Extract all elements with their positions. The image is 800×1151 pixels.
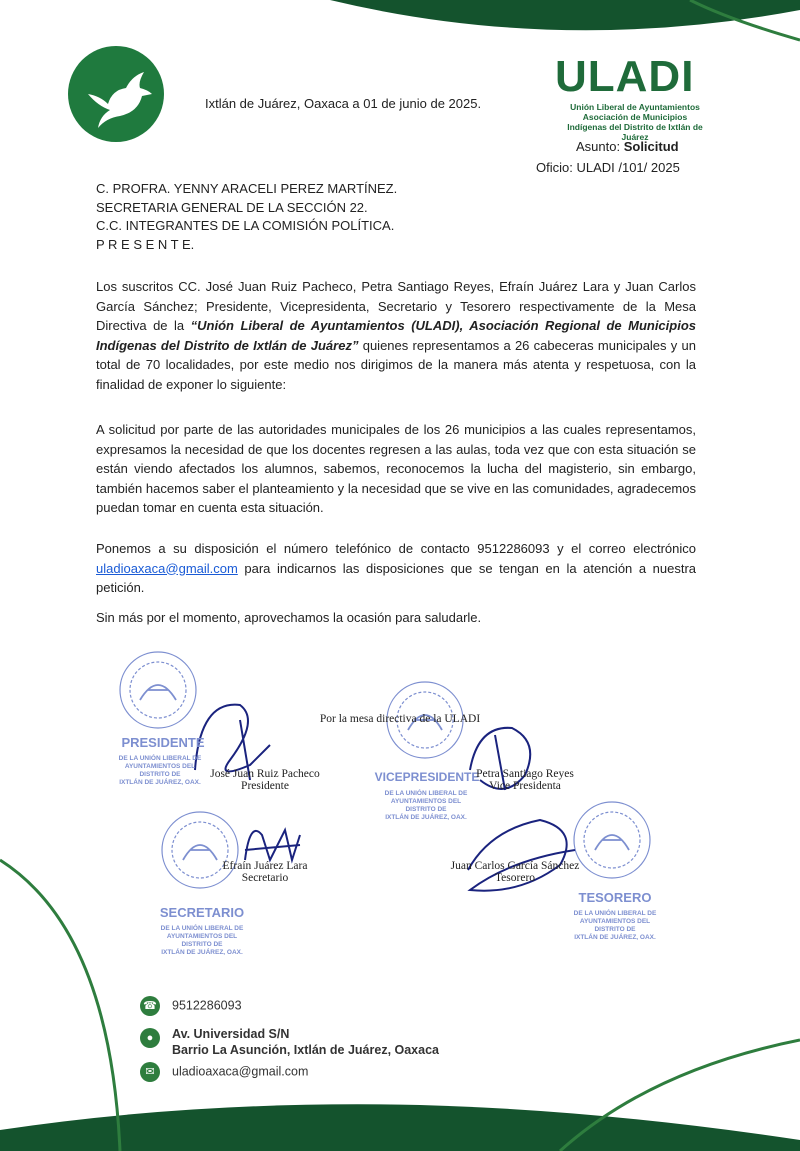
- stamp-title-tesorero: TESORERO: [578, 890, 652, 905]
- email-link[interactable]: uladioaxaca@gmail.com: [96, 560, 238, 576]
- recipient-line: C. PROFRA. YENNY ARACELI PEREZ MARTÍNEZ.: [96, 181, 398, 196]
- signer-tesorero: Juan Carlos García Sánchez Tesorero: [450, 860, 580, 884]
- paragraph-closing: Sin más por el momento, aprovechamos la ocasión para saludarle.: [96, 610, 482, 625]
- signer-secretario: Efraín Juárez Lara Secretario: [222, 860, 308, 884]
- location-pin-icon: ●: [140, 1028, 160, 1048]
- phone-icon: ☎: [140, 996, 160, 1016]
- signer-vicepresidenta: Petra Santiago Reyes Vice Presidenta: [476, 768, 574, 792]
- envelope-icon: ✉: [140, 1062, 160, 1082]
- stamp-title-presidente: PRESIDENTE: [121, 735, 205, 750]
- stamp-text-presidente: DE LA UNIÓN LIBERAL DE AYUNTAMIENTOS DEL DISTRITO DE IXTLÁN DE JUÁREZ, OAX.: [118, 755, 202, 786]
- paragraph-contact: Ponemos a su disposición el número telefónico de contacto 9512286093 y el correo electrónico uladioaxaca@gmail.com para indicarnos las disposiciones que se tengan en la atención a nuestra petición.: [96, 541, 696, 595]
- signer-presidente: José Juan Ruiz Pacheco Presidente: [210, 768, 320, 792]
- brand-subtitle: Unión Liberal de Ayuntamientos Asociación de Municipios Indígenas del Distrito de Ixtlán de Juárez: [567, 102, 703, 142]
- paragraph-request: A solicitud por parte de las autoridades municipales de los 26 municipios a las cuales representamos, expresamos la necesidad de que los docentes regresen a las aulas, toda vez que con esta situación se están viendo afectados los alumnos, sabemos, reconocemos la lucha del magisterio, sin embargo, también hacemos saber el planteamiento y la necesidad que se vive en las comunidades, agradecemos puedan tomar en cuenta esta situación.: [96, 422, 696, 515]
- signature-secretario: [245, 830, 300, 860]
- city-date: Ixtlán de Juárez, Oaxaca a 01 de junio de 2025.: [205, 96, 482, 111]
- recipient-line: C.C. INTEGRANTES DE LA COMISIÓN POLÍTICA.: [96, 218, 395, 233]
- stamp-text-tesorero: DE LA UNIÓN LIBERAL DE AYUNTAMIENTOS DEL DISTRITO DE IXTLÁN DE JUÁREZ, OAX.: [573, 910, 657, 941]
- brand-name: ULADI: [555, 52, 695, 101]
- stamp-title-vicepresidente: VICEPRESIDENTE: [374, 770, 480, 784]
- footer-address: ● Av. Universidad S/N Barrio La Asunción, Ixtlán de Juárez, Oaxaca: [140, 1026, 439, 1058]
- stamp-text-secretario: DE LA UNIÓN LIBERAL DE AYUNTAMIENTOS DEL DISTRITO DE IXTLÁN DE JUÁREZ, OAX.: [160, 925, 244, 956]
- recipient-line: P R E S E N T E.: [96, 236, 195, 252]
- recipient-line: SECRETARIA GENERAL DE LA SECCIÓN 22.: [96, 199, 368, 215]
- document-number: Oficio: ULADI /101/ 2025: [536, 160, 680, 175]
- stamp-text-vicepresidente: DE LA UNIÓN LIBERAL DE AYUNTAMIENTOS DEL DISTRITO DE IXTLÁN DE JUÁREZ, OAX.: [384, 790, 468, 821]
- stamp-title-secretario: SECRETARIO: [159, 905, 245, 920]
- stamp-presidente: [120, 652, 196, 728]
- footer-email: ✉ uladioaxaca@gmail.com: [140, 1062, 308, 1082]
- signatures-heading: Por la mesa directiva de la ULADI: [319, 713, 481, 725]
- paragraph-intro: Los suscritos CC. José Juan Ruiz Pacheco, Petra Santiago Reyes, Efraín Juárez Lara y Juan Carlos García Sánchez; Presidente, Vicepresidenta, Secretario y Tesorero respectivamente de la Mesa Directiva de la “Unión Liberal de Ayuntamientos (ULADI), Asociación Regional de Municipios Indígenas del Distrito de Ixtlán de Juárez” quienes representamos a 26 cabeceras municipales y un total de 70 localidades, por este medio nos dirigimos de la manera más atenta y respetuosa, con la finalidad de exponer lo siguiente:: [96, 279, 697, 392]
- footer-phone: ☎ 9512286093: [140, 996, 242, 1016]
- subject-line: Asunto: Solicitud: [576, 139, 679, 154]
